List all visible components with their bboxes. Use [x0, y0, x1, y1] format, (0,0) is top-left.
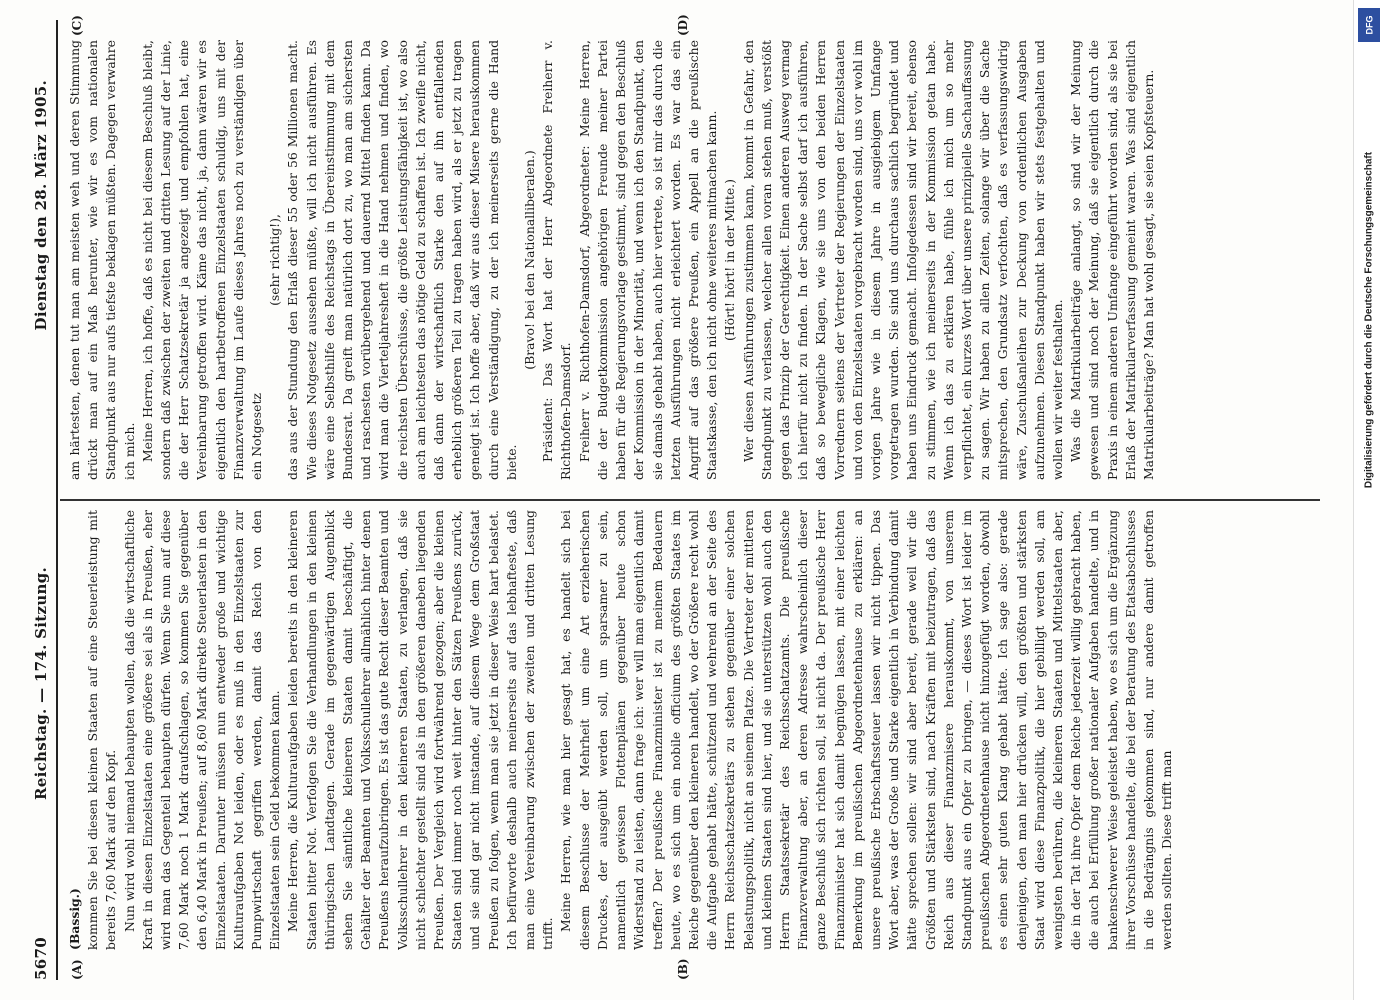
page-number: 5670	[32, 937, 50, 980]
margin-marker-a: (A)	[70, 959, 84, 980]
left-column	[66, 510, 1316, 950]
left-paragraph: Meine Herren, die Kulturaufgaben leiden bereits in den kleineren Staaten bitter Not. Verfolgen Sie die Verhandlungen in den kleinen thüringischen Landtagen. Gerade im gegenwärtigen Augenblick sehen Sie sämtliche kleineren Staaten damit beschäftigt, die Gehälter der Beamten und Volksschullehrer allmählich hinter denen Preußens heraufzubringen. Es ist das gute Recht dieser Beamten und Volksschullehrer in den kleineren Staaten, zu verlangen, daß sie nicht schlechter gestellt sind als in den größeren daneben liegenden Preußen. Der Vergleich wird fortwährend gezogen; aber die kleinen Staaten sind immer noch weit hinter den Sätzen Preußens zurück, und sie sind gar nicht imstande, auf diesem Wege dem Großstaat Preußen zu folgen, wenn man sie jetzt in dieser Weise hart belastet. Ich befürworte deshalb auch meinerseits auf das lebhafteste, daß man eine Vereinbarung zwischen der zweiten und dritten Lesung trifft.	[285, 510, 556, 950]
right-paragraph: Meine Herren, ich hoffe, daß es nicht bei diesem Beschluß bleibt, sondern daß zwischen der zweiten und dritten Lesung auf der Linie, die der Herr Schatzsekretär ja angezeigt und empfohlen hat, eine Vereinbarung getroffen wird. Käme das nicht, ja, dann wären wir es eigentlich den hartbetroffenen Einzelstaaten schuldig, uns mit der Finanzverwaltung im Laufe dieses Jahres noch zu verständigen über ein Notgesetz	[139, 40, 265, 480]
dfg-logo: DFG	[1358, 8, 1380, 42]
interjection: (Hört! hört! in der Mitte.)	[722, 179, 738, 341]
left-paragraph: kommen Sie bei diesen kleinen Staaten auf eine Steuerleistung mit bereits 7,60 Mark auf den Kopf.	[85, 510, 119, 950]
column-divider	[60, 499, 1320, 501]
header-rule	[56, 20, 58, 980]
rotated-page	[26, 14, 1326, 980]
margin-marker-d: (D)	[676, 14, 690, 36]
digitization-credit: Digitalisierung gefördert durch die Deutsche Forschungsgemeinschaft	[1363, 151, 1375, 489]
president-statement: Präsident: Das Wort hat der Herr Abgeordnete Freiherr v. Richthofen-Damsdorf.	[540, 40, 574, 480]
right-column	[66, 40, 1316, 480]
right-paragraph: Freiherr v. Richthofen-Damsdorf, Abgeordneter: Meine Herren, die der Budgetkommission angehörigen Freunde meiner Partei haben für die Regierungsvorlage gestimmt, sind gegen den Beschluß der Kommission in der Minorität, und wenn ich den Standpunkt, den sie damals gehabt haben, auch hier vertrete, so ist mir das durch die letzten Ausführungen nicht erleichtert worden. Es war das ein Angriff auf das größere Preußen, ein Appell an die preußische Staatskasse, den ich nicht ohne weiteres mitmachen kann.	[576, 40, 720, 480]
right-paragraph: Wer diesen Ausführungen zustimmen kann, kommt in Gefahr, den Standpunkt zu verlassen, welcher allen voran stehen muß, verstößt gegen das Prinzip der Gerechtigkeit. Einen anderen Ausweg vermag ich hierfür nicht zu finden. In der Sache selbst darf ich ausführen, daß so bewegliche Klagen, wie sie uns von den beiden Herren Vorrednern seitens der Vertreter der Regierungen der Einzelstaaten und von den Einzelstaaten vorgebracht worden sind, uns vor wohl im vorigen Jahre wie in diesem Jahre in ausgiebigem Umfange vorgetragen wurden. Sie sind uns durchaus sachlich begründet und haben uns Eindruck gemacht. Infolgedessen sind wir bereit, ebenso zu stimmen, wie ich meinerseits in der Kommission getan habe. Wenn ich das zu erklären habe, fühle ich mich um so mehr verpflichtet, ein kurzes Wort über unsere prinzipielle Sachauffassung zu sagen. Wir haben zu allen Zeiten, solange wir über die Sache mitsprechen, den Grundsatz verfochten, daß es verfassungswidrig wäre, Zuschußanleihen zur Deckung von ordentlichen Ausgaben aufzunehmen. Diesen Standpunkt haben wir stets festgehalten und wollen wir weiter festhalten.	[740, 40, 1065, 480]
page-header	[26, 20, 56, 980]
left-paragraph: Meine Herren, wie man hier gesagt hat, es handelt sich bei diesem Beschlusse der Mehrheit um eine Art erzieherischen Druckes, der ausgeübt werden soll, um sparsamer zu sein, namentlich gewissen Flottenplänen gegenüber heute schon Widerstand zu leisten, dann frage ich: wer will man eigentlich damit treffen? Der preußische Finanzminister ist zu meinem Bedauern heute, wo es sich um ein nobile officium des größten Staates im Reiche gegenüber den kleineren handelt, wo der Größere recht wohl die Aufgabe gehabt hätte, schützend und wehrend an der Seite des Herrn Reichsschatzsekretärs zu stehen gegenüber einer solchen Belastungspolitik, nicht an seinem Platze. Die Vertreter der mittleren und kleinen Staaten sind hier, und sie unterstützen wohl auch den Herrn Staatssekretär des Reichsschatzamts. Die preußische Finanzverwaltung aber, an deren Adresse wahrscheinlich dieser ganze Beschluß sich richten soll, ist nicht da. Der preußische Herr Finanzminister hat sich damit begnügen lassen, mit einer leichten Bemerkung im preußischen Abgeordnetenhause zu erklären: an unsere preußische Erbschaftssteuer lassen wir nicht tippen. Das Wort aber, was der Große und Starke eigentlich in Verbindung damit hätte sprechen sollen: wir sind aber bereit, gerade weil wir die Größten und Stärksten sind, nach Kräften mit beizutragen, daß das Reich aus dieser Finanzmisere herauskommt, von unserem Standpunkt aus ein Opfer zu bringen, — dieses Wort ist leider im preußischen Abgeordnetenhause nicht hinzugefügt worden, obwohl es einen sehr guten Klang gehabt hätte. Ich sage also: gerade denjenigen, den man hier drücken will, den größten und stärksten Staat wird diese Finanzpolitik, die hier gebilligt werden soll, am wenigsten berühren, die kleineren Staaten und Mittelstaaten aber, die in der Tat ihre Opfer dem Reiche jederzeit willig gebracht haben, die auch bei Erfüllung großer nationaler Aufgaben handelte, und in bankenschwerer Weise geleistet haben, wo es sich um die Ergänzung ihrer Vorschüsse handelte, die bei der Beratung des Etatsabschlusses in die Bedrängnis gekommen sind, nur andere damit getroffen werden sollten. Diese trifft man	[558, 510, 1175, 950]
interjection: (Bravo! bei den Nationalliberalen.)	[522, 150, 538, 370]
margin-marker-b: (B)	[676, 958, 690, 980]
right-paragraph: am härtesten, denen tut man am meisten weh und deren Stimmung drückt man auf ein Maß herunter, wie wir es vom nationalen Standpunkt aus nur aufs tiefste beklagen müßten. Dagegen verwahre ich mich.	[67, 40, 137, 480]
margin-marker-c: (C)	[70, 15, 84, 36]
right-paragraph: das aus der Stundung den Erlaß dieser 55 oder 56 Millionen macht. Wie dieses Notgesetz aussehen müßte, will ich nicht ausführen. Es wäre eine Selbsthilfe des Reichstags in Übereinstimmung mit dem Bundesrat. Da greift man natürlich dort zu, wo man am sichersten und raschesten vorübergehend und dauernd Mittel finden kann. Da wird man die Vierteljahresheft in die Hand nehmen und finden, wo die reichsten Überschüsse, die größte Leistungsfähigkeit ist, wo also auch am leichtesten das nötige Geld zu schaffen ist. Ich zweifle nicht, daß dann der wirtschaftlich Starke den auf ihn entfallenden erheblich größeren Teil zu tragen haben wird, als er jetzt zu tragen geneigt ist. Ich hoffe aber, daß wir aus dieser Misere herauskommen durch eine Verständigung, zu der ich meinerseits gerne die Hand biete.	[285, 40, 519, 480]
right-paragraph: Was die Matrikularbeiträge anlangt, so sind wir der Meinung gewesen und sind noch der Meinung, daß sie eigentlich durch die Praxis in einem anderen Umfange eingeführt worden sind, als sie bei Erlaß der Matrikularverfassung gemeint waren. Was sind eigentlich Matrikularbeiträge? Man hat wohl gesagt, sie seien Kopfsteuern.	[1068, 40, 1156, 480]
digitization-strip	[1353, 0, 1383, 1000]
left-paragraph: Nun wird wohl niemand behaupten wollen, daß die wirtschaftliche Kraft in diesen Einzelstaaten eine größere sei als in Preußen, eher wird man das Gegenteil behaupten dürfen. Wenn Sie nun auf diese 7,60 Mark noch 1 Mark draufschlagen, so kommen Sie gegenüber den 6,40 Mark in Preußen; auf 8,60 Mark direkte Steuerlasten in den Einzelstaaten. Darunter müssen nun entweder große und wichtige Kulturaufgaben Not leiden, oder es muß in den Einzelstaaten zur Pumpwirtschaft gegriffen werden, damit das Reich von den Einzelstaaten sein Geld bekommen kann.	[121, 510, 283, 950]
header-left-title: Reichstag. — 174. Sitzung.	[32, 566, 50, 800]
interjection: (sehr richtig!),	[267, 214, 283, 306]
speaker-tag: (Bassig.)	[67, 888, 82, 950]
header-right-title: Dienstag den 28. März 1905.	[32, 80, 50, 331]
